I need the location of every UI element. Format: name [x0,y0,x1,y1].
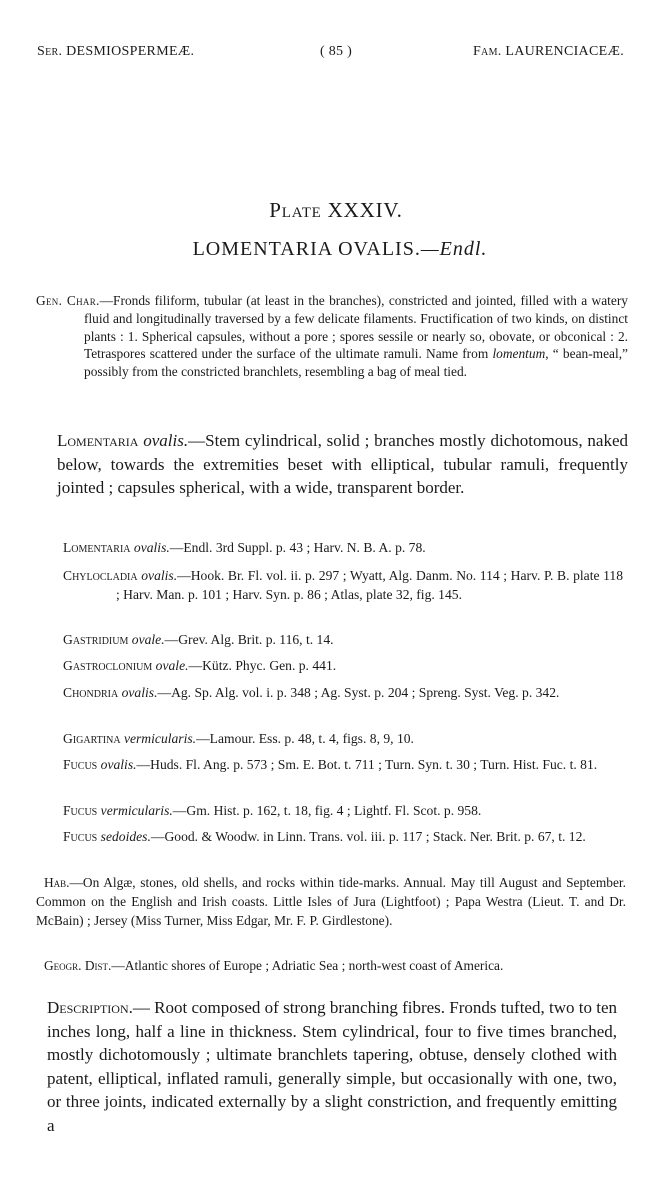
synonym-species: ovalis. [133,540,170,555]
habitat-text: —On Algæ, stones, old shells, and rocks within tide-marks. Annual. May till August and September. Common on the English and Irish coasts. Little Isles of Jura (Lightfoot) ; Papa Westra (Lieut. T. and Dr. McBain) ; Jersey (Miss Turner, Miss Edgar, Mr. F. P. Girdlestone). [36,875,626,928]
generic-character-term: lomentum [492,346,546,362]
synonym-species: vermicularis. [100,803,173,818]
synonym-genus: Gastroclonium [63,658,153,673]
synonym-reference: —Endl. 3rd Suppl. p. 43 ; Harv. N. B. A. p. 78. [169,540,426,555]
series-header: Ser. DESMIOSPERMEÆ. [37,44,195,59]
synonym-reference: —Huds. Fl. Ang. p. 573 ; Sm. E. Bot. t. 711 ; Turn. Syn. t. 30 ; Turn. Hist. Fuc. t. 81. [136,757,598,772]
synonym-genus: Lomentaria [63,540,131,555]
synonym-genus: Gastridium [63,632,129,647]
synonym-entry [63,827,623,846]
specific-character [57,429,628,500]
synonym-reference: —Ag. Sp. Alg. vol. i. p. 348 ; Ag. Syst. p. 204 ; Spreng. Syst. Veg. p. 342. [157,685,560,700]
synonym-reference: —Lamour. Ess. p. 48, t. 4, figs. 8, 9, 10. [196,731,414,746]
synonym-genus: Fucus [63,757,98,772]
synonym-entry [63,729,623,748]
synonym-reference: —Gm. Hist. p. 162, t. 18, fig. 4 ; Lightf. Fl. Scot. p. 958. [172,803,482,818]
synonym-species: vermicularis. [123,731,197,746]
synonym-genus: Fucus [63,829,98,844]
habitat-label: Hab. [44,875,70,890]
synonym-reference: —Kütz. Phyc. Gen. p. 441. [188,658,337,673]
specific-species: ovalis. [143,431,189,450]
generic-character-label: Gen. Char. [36,293,100,308]
synonym-species: sedoides. [100,829,151,844]
synonym-genus: Chondria [63,685,119,700]
family-header: Fam. LAURENCIACEÆ. [472,44,624,59]
synonym-genus: Gigartina [63,731,121,746]
description-text: — Root composed of strong branching fibres. Fronds tufted, two to ten inches long, half a line in thickness. Stem cylindrical, four to five times branched, mostly dichotomously ; ultimate branchlets tapering, obtuse, densely clothed with patent, elliptical, inflated ramuli, generally simple, but occasionally with one, two, or three joints, indicated externally by a slight constriction, and frequently emitting a [47,998,617,1135]
species-title [0,238,660,261]
synonym-entry [63,801,623,820]
description [47,996,617,1138]
synonym-entry [63,656,623,675]
generic-character-text-end: , “ bean-meal,” possibly from the constricted branchlets, resembling a bag of meal tied. [84,346,628,380]
species-author: —Endl. [420,238,488,260]
synonym-entry [63,538,623,557]
page-number: ( 85 ) [319,44,353,59]
habitat [36,873,626,930]
synonym-entry [63,566,623,604]
specific-character-text: —Stem cylindrical, solid ; branches mostly dichotomous, naked below, towards the extremities beset with elliptical, tubular ramuli, frequently jointed ; capsules spherical, with a wide, transparent border. [57,431,629,497]
synonym-entry [63,630,623,649]
geographic-distribution-text: —Atlantic shores of Europe ; Adriatic Sea ; north-west coast of America. [111,958,504,973]
synonym-species: ovalis. [141,568,178,583]
synonym-reference: —Hook. Br. Fl. vol. ii. p. 297 ; Wyatt, Alg. Danm. No. 114 ; Harv. P. B. plate 118 ; Harv. Man. p. 101 ; Harv. Syn. p. 86 ; Atlas, plate 32, fig. 145. [116,568,623,602]
synonym-reference: —Grev. Alg. Brit. p. 116, t. 14. [164,632,334,647]
generic-character [36,292,628,381]
synonym-entry [63,755,623,774]
synonym-genus: Fucus [63,803,98,818]
synonym-species: ovale. [131,632,165,647]
geographic-distribution-label: Geogr. Dist. [44,958,112,973]
synonym-species: ovale. [155,658,189,673]
species-name: LOMENTARIA OVALIS. [192,238,421,260]
synonym-species: ovalis. [100,757,137,772]
synonym-entry [63,683,623,702]
description-label: Description. [47,998,133,1017]
geographic-distribution [44,956,628,975]
synonym-reference: —Good. & Woodw. in Linn. Trans. vol. iii. p. 117 ; Stack. Ner. Brit. p. 67, t. 12. [150,829,586,844]
plate-title: Plate XXXIV. [269,198,403,222]
generic-character-text: —Fronds filiform, tubular (at least in the branches), constricted and jointed, filled with a watery fluid and longitudinally traversed by a few delicate filaments. Fructification of two kinds, on distinct plants : 1. Spherical capsules, without a pore ; spores sessile or nearly so, obovate, or obconical : 2. Tetraspores scattered under the surface of the ultimate ramuli. Name from [84,293,628,362]
synonym-species: ovalis. [121,685,158,700]
specific-genus: Lomentaria [57,431,139,450]
synonym-genus: Chylocladia [63,568,138,583]
